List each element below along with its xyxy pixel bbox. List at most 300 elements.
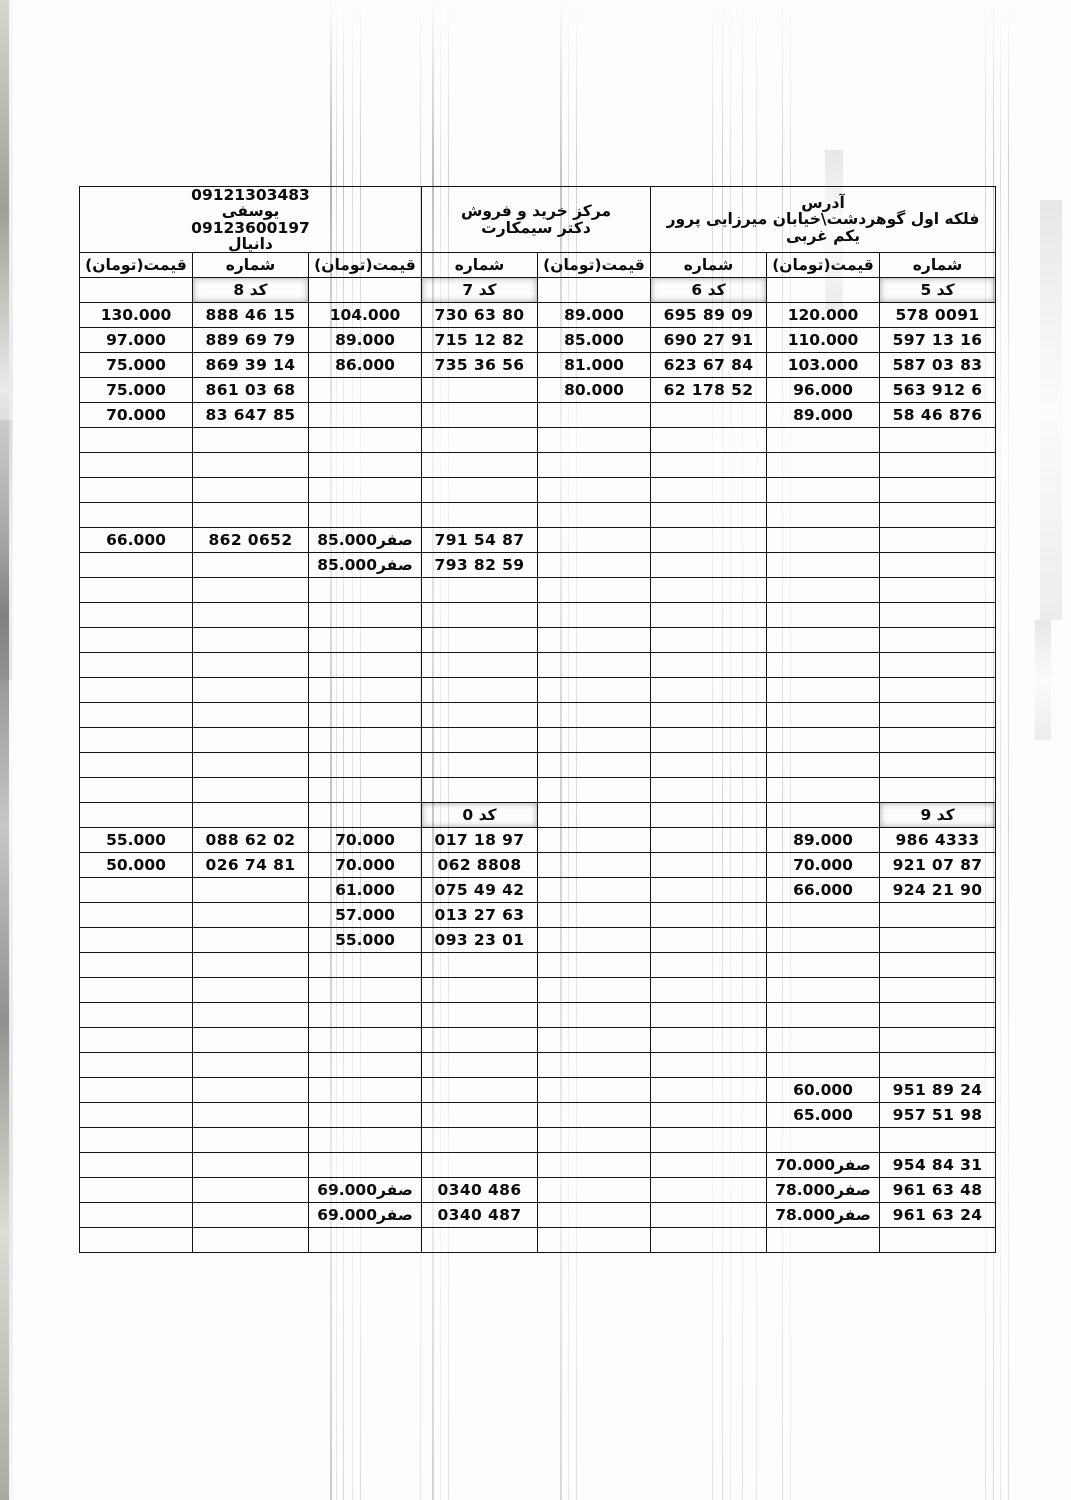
code-label-row-lower	[80, 803, 996, 828]
empty-cell	[651, 878, 767, 903]
empty-cell	[767, 503, 880, 528]
empty-cell	[193, 453, 309, 478]
empty-cell	[538, 1003, 651, 1028]
empty-cell	[80, 453, 193, 478]
empty-cell	[80, 653, 193, 678]
empty-cell	[880, 653, 996, 678]
empty-cell	[193, 603, 309, 628]
sim-number-code6: 623 67 84	[651, 353, 767, 378]
empty-cell	[422, 628, 538, 653]
empty-cell	[309, 278, 422, 303]
table-row	[80, 378, 996, 403]
empty-cell	[422, 453, 538, 478]
sim-number-code0: 075 49 42	[422, 878, 538, 903]
empty-cell	[422, 578, 538, 603]
empty-cell	[193, 428, 309, 453]
empty-cell	[880, 578, 996, 603]
price-code9: 65.000	[767, 1103, 880, 1128]
empty-cell	[538, 728, 651, 753]
sim-number-code6: 690 27 91	[651, 328, 767, 353]
empty-cell	[422, 403, 538, 428]
price-code6: 80.000	[538, 378, 651, 403]
price-code7: 89.000	[309, 328, 422, 353]
empty-cell	[80, 878, 193, 903]
price-code5: 120.000	[767, 303, 880, 328]
sim-number-code8: 83 647 85	[193, 403, 309, 428]
column-header-number: شماره	[422, 253, 538, 278]
scan-left-edge-highlight	[9, 0, 13, 1500]
empty-cell	[880, 703, 996, 728]
empty-cell	[767, 653, 880, 678]
table-row	[80, 403, 996, 428]
table-row	[80, 653, 996, 678]
empty-cell	[651, 1028, 767, 1053]
table-row	[80, 478, 996, 503]
empty-cell	[80, 1178, 193, 1203]
empty-cell	[880, 553, 996, 578]
code-label-0: کد 0	[422, 803, 538, 828]
price-code7: 86.000	[309, 353, 422, 378]
empty-cell	[80, 1228, 193, 1253]
empty-cell	[422, 703, 538, 728]
empty-cell	[422, 478, 538, 503]
sim-number-code9: 957 51 98	[880, 1103, 996, 1128]
empty-cell	[767, 803, 880, 828]
empty-cell	[309, 428, 422, 453]
empty-cell	[651, 1053, 767, 1078]
empty-cell	[767, 928, 880, 953]
empty-cell	[309, 378, 422, 403]
price-code9: صفر78.000	[767, 1203, 880, 1228]
empty-cell	[309, 453, 422, 478]
empty-cell	[651, 828, 767, 853]
empty-cell	[651, 1203, 767, 1228]
empty-cell	[422, 503, 538, 528]
empty-cell	[880, 1228, 996, 1253]
table-row	[80, 1003, 996, 1028]
empty-cell	[309, 1103, 422, 1128]
empty-cell	[651, 703, 767, 728]
empty-cell	[880, 1128, 996, 1153]
sim-number-code0: 017 18 97	[422, 828, 538, 853]
code-label-5: کد 5	[880, 278, 996, 303]
sim-number-code7: 730 63 80	[422, 303, 538, 328]
empty-cell	[538, 478, 651, 503]
column-header-number: شماره	[880, 253, 996, 278]
empty-cell	[80, 1028, 193, 1053]
empty-cell	[880, 1053, 996, 1078]
table-row	[80, 953, 996, 978]
phone-number-2: 09123600197	[191, 218, 310, 237]
empty-cell	[422, 653, 538, 678]
sim-number-code9: 921 07 87	[880, 853, 996, 878]
empty-cell	[538, 553, 651, 578]
empty-cell	[651, 1228, 767, 1253]
empty-cell	[651, 428, 767, 453]
address-line-1: فلکه اول گوهردشت\خیابان میرزایی پرور	[666, 210, 980, 229]
empty-cell	[193, 753, 309, 778]
empty-cell	[422, 1028, 538, 1053]
empty-cell	[651, 753, 767, 778]
table-row	[80, 1103, 996, 1128]
price-code8b: 55.000	[80, 828, 193, 853]
empty-cell	[193, 1003, 309, 1028]
empty-cell	[767, 1053, 880, 1078]
price-code8: 75.000	[80, 378, 193, 403]
empty-cell	[651, 553, 767, 578]
sim-number-code7: 793 82 59	[422, 553, 538, 578]
empty-cell	[538, 753, 651, 778]
empty-cell	[651, 1178, 767, 1203]
empty-cell	[193, 703, 309, 728]
empty-cell	[767, 528, 880, 553]
empty-cell	[80, 1103, 193, 1128]
empty-cell	[651, 1103, 767, 1128]
table-row	[80, 728, 996, 753]
empty-cell	[651, 503, 767, 528]
empty-cell	[767, 978, 880, 1003]
table-row	[80, 678, 996, 703]
empty-cell	[80, 803, 193, 828]
table-row	[80, 753, 996, 778]
contact-name-2: دانیال	[228, 234, 273, 253]
empty-cell	[80, 703, 193, 728]
empty-cell	[193, 1103, 309, 1128]
empty-cell	[80, 628, 193, 653]
price-table	[79, 186, 996, 1253]
price-code7: 104.000	[309, 303, 422, 328]
price-code0: صفر69.000	[309, 1203, 422, 1228]
empty-cell	[193, 978, 309, 1003]
table-row	[80, 553, 996, 578]
empty-cell	[309, 678, 422, 703]
empty-cell	[880, 678, 996, 703]
table-row	[80, 903, 996, 928]
empty-cell	[309, 978, 422, 1003]
table-row	[80, 703, 996, 728]
empty-cell	[538, 428, 651, 453]
sim-number-code9: 924 21 90	[880, 878, 996, 903]
empty-cell	[80, 903, 193, 928]
empty-cell	[80, 578, 193, 603]
table-row	[80, 778, 996, 803]
empty-cell	[880, 978, 996, 1003]
empty-cell	[80, 928, 193, 953]
table-row	[80, 353, 996, 378]
empty-cell	[538, 1103, 651, 1128]
empty-cell	[193, 628, 309, 653]
empty-cell	[651, 978, 767, 1003]
column-header-row	[80, 253, 996, 278]
table-row	[80, 328, 996, 353]
empty-cell	[538, 853, 651, 878]
empty-cell	[193, 1203, 309, 1228]
empty-cell	[309, 778, 422, 803]
empty-cell	[80, 553, 193, 578]
empty-cell	[309, 478, 422, 503]
price-code8b: 50.000	[80, 853, 193, 878]
empty-cell	[767, 278, 880, 303]
empty-cell	[767, 1003, 880, 1028]
table-row	[80, 1028, 996, 1053]
empty-cell	[309, 578, 422, 603]
sim-number-code8: 862 0652	[193, 528, 309, 553]
empty-cell	[651, 403, 767, 428]
sim-number-code0: 0340 486	[422, 1178, 538, 1203]
empty-cell	[651, 578, 767, 603]
empty-cell	[309, 1053, 422, 1078]
sim-number-code0: 0340 487	[422, 1203, 538, 1228]
empty-cell	[538, 528, 651, 553]
empty-cell	[538, 1178, 651, 1203]
empty-cell	[422, 603, 538, 628]
empty-cell	[193, 1128, 309, 1153]
table-row	[80, 1128, 996, 1153]
empty-cell	[80, 1003, 193, 1028]
address-label: آدرس	[801, 194, 845, 213]
empty-cell	[80, 503, 193, 528]
table-row	[80, 603, 996, 628]
empty-cell	[538, 678, 651, 703]
price-code9: 66.000	[767, 878, 880, 903]
empty-cell	[767, 1228, 880, 1253]
empty-cell	[193, 778, 309, 803]
empty-cell	[767, 578, 880, 603]
empty-cell	[80, 428, 193, 453]
empty-cell	[538, 1128, 651, 1153]
empty-cell	[422, 1128, 538, 1153]
empty-cell	[538, 628, 651, 653]
empty-cell	[880, 628, 996, 653]
sim-number-code7: 715 12 82	[422, 328, 538, 353]
empty-cell	[767, 1028, 880, 1053]
code-label-7: کد 7	[422, 278, 538, 303]
contact-header-cell	[80, 187, 422, 253]
empty-cell	[422, 428, 538, 453]
sim-number-code5: 597 13 16	[880, 328, 996, 353]
empty-cell	[80, 778, 193, 803]
table-row	[80, 503, 996, 528]
empty-cell	[651, 1153, 767, 1178]
empty-cell	[651, 603, 767, 628]
sim-number-code8b: 088 62 02	[193, 828, 309, 853]
empty-cell	[80, 978, 193, 1003]
empty-cell	[193, 653, 309, 678]
empty-cell	[651, 453, 767, 478]
empty-cell	[80, 1128, 193, 1153]
table-row	[80, 528, 996, 553]
empty-cell	[767, 678, 880, 703]
price-code0: 70.000	[309, 828, 422, 853]
empty-cell	[309, 1228, 422, 1253]
empty-cell	[538, 1028, 651, 1053]
sim-number-code9: 954 84 31	[880, 1153, 996, 1178]
empty-cell	[193, 878, 309, 903]
empty-cell	[309, 953, 422, 978]
empty-cell	[767, 953, 880, 978]
price-code9: 60.000	[767, 1078, 880, 1103]
empty-cell	[80, 678, 193, 703]
empty-cell	[422, 1228, 538, 1253]
price-code9: 70.000	[767, 853, 880, 878]
empty-cell	[193, 928, 309, 953]
price-code8: 75.000	[80, 353, 193, 378]
sim-number-code0: 062 8808	[422, 853, 538, 878]
column-header-price: قیمت(تومان)	[309, 253, 422, 278]
empty-cell	[80, 278, 193, 303]
table-row	[80, 1053, 996, 1078]
table-header-row	[80, 187, 996, 253]
empty-cell	[193, 803, 309, 828]
empty-cell	[422, 728, 538, 753]
empty-cell	[538, 1228, 651, 1253]
contact-name-1: یوسفی	[221, 202, 280, 221]
empty-cell	[193, 728, 309, 753]
price-code8: 66.000	[80, 528, 193, 553]
sim-number-code8b: 026 74 81	[193, 853, 309, 878]
code-label-8: کد 8	[193, 278, 309, 303]
empty-cell	[651, 678, 767, 703]
sim-number-code9: 961 63 48	[880, 1178, 996, 1203]
price-code5: 96.000	[767, 378, 880, 403]
empty-cell	[767, 703, 880, 728]
price-code0: 57.000	[309, 903, 422, 928]
price-code8: 70.000	[80, 403, 193, 428]
price-table-body	[80, 187, 996, 1253]
empty-cell	[309, 403, 422, 428]
price-code5: 89.000	[767, 403, 880, 428]
empty-cell	[538, 1203, 651, 1228]
empty-cell	[651, 778, 767, 803]
column-header-price: قیمت(تومان)	[538, 253, 651, 278]
sim-number-code8: 889 69 79	[193, 328, 309, 353]
table-row	[80, 578, 996, 603]
price-code9: صفر78.000	[767, 1178, 880, 1203]
code-label-6: کد 6	[651, 278, 767, 303]
shop-name-line-2: دکتر سیمکارت	[481, 218, 591, 237]
empty-cell	[80, 1153, 193, 1178]
empty-cell	[422, 753, 538, 778]
empty-cell	[80, 1203, 193, 1228]
empty-cell	[309, 653, 422, 678]
shop-name-header-cell	[422, 187, 651, 253]
sim-number-code0: 093 23 01	[422, 928, 538, 953]
empty-cell	[422, 1103, 538, 1128]
empty-cell	[538, 803, 651, 828]
empty-cell	[538, 278, 651, 303]
empty-cell	[309, 1028, 422, 1053]
empty-cell	[193, 1178, 309, 1203]
empty-cell	[880, 928, 996, 953]
scan-left-edge-shadow	[0, 0, 9, 1500]
empty-cell	[80, 603, 193, 628]
empty-cell	[422, 1153, 538, 1178]
table-row	[80, 1078, 996, 1103]
empty-cell	[880, 528, 996, 553]
empty-cell	[422, 778, 538, 803]
empty-cell	[767, 1128, 880, 1153]
empty-cell	[538, 903, 651, 928]
empty-cell	[538, 828, 651, 853]
empty-cell	[422, 978, 538, 1003]
price-code0: 70.000	[309, 853, 422, 878]
empty-cell	[193, 903, 309, 928]
sim-number-code6: 695 89 09	[651, 303, 767, 328]
sim-number-code8: 869 39 14	[193, 353, 309, 378]
empty-cell	[880, 453, 996, 478]
empty-cell	[538, 928, 651, 953]
column-header-price: قیمت(تومان)	[80, 253, 193, 278]
empty-cell	[880, 503, 996, 528]
empty-cell	[880, 1003, 996, 1028]
price-code6: 85.000	[538, 328, 651, 353]
shop-name-line-1: مرکز خرید و فروش	[460, 202, 612, 221]
price-code8: 130.000	[80, 303, 193, 328]
price-code9: صفر70.000	[767, 1153, 880, 1178]
empty-cell	[651, 653, 767, 678]
sim-number-code7: 791 54 87	[422, 528, 538, 553]
empty-cell	[880, 603, 996, 628]
empty-cell	[538, 703, 651, 728]
empty-cell	[193, 1228, 309, 1253]
price-code8: 97.000	[80, 328, 193, 353]
empty-cell	[538, 403, 651, 428]
empty-cell	[651, 1003, 767, 1028]
table-row	[80, 878, 996, 903]
empty-cell	[193, 578, 309, 603]
table-row	[80, 628, 996, 653]
empty-cell	[767, 453, 880, 478]
empty-cell	[422, 1003, 538, 1028]
empty-cell	[193, 1153, 309, 1178]
empty-cell	[538, 878, 651, 903]
table-row	[80, 978, 996, 1003]
empty-cell	[80, 1053, 193, 1078]
table-row	[80, 453, 996, 478]
address-header-cell	[651, 187, 996, 253]
empty-cell	[880, 478, 996, 503]
code-label-row-upper	[80, 278, 996, 303]
empty-cell	[767, 778, 880, 803]
price-code7: صفر85.000	[309, 553, 422, 578]
table-row	[80, 1203, 996, 1228]
empty-cell	[767, 628, 880, 653]
sim-number-code7: 735 36 56	[422, 353, 538, 378]
address-line-2: یکم غربی	[785, 226, 861, 245]
table-row	[80, 303, 996, 328]
empty-cell	[767, 428, 880, 453]
empty-cell	[767, 903, 880, 928]
empty-cell	[193, 1053, 309, 1078]
empty-cell	[767, 553, 880, 578]
empty-cell	[309, 603, 422, 628]
empty-cell	[80, 478, 193, 503]
price-code9: 89.000	[767, 828, 880, 853]
empty-cell	[193, 553, 309, 578]
empty-cell	[309, 728, 422, 753]
empty-cell	[651, 853, 767, 878]
empty-cell	[538, 1153, 651, 1178]
empty-cell	[309, 1078, 422, 1103]
sim-number-code8: 888 46 15	[193, 303, 309, 328]
sim-number-code9: 961 63 24	[880, 1203, 996, 1228]
empty-cell	[80, 728, 193, 753]
empty-cell	[538, 653, 651, 678]
empty-cell	[309, 753, 422, 778]
empty-cell	[651, 803, 767, 828]
price-code0: 55.000	[309, 928, 422, 953]
empty-cell	[538, 953, 651, 978]
